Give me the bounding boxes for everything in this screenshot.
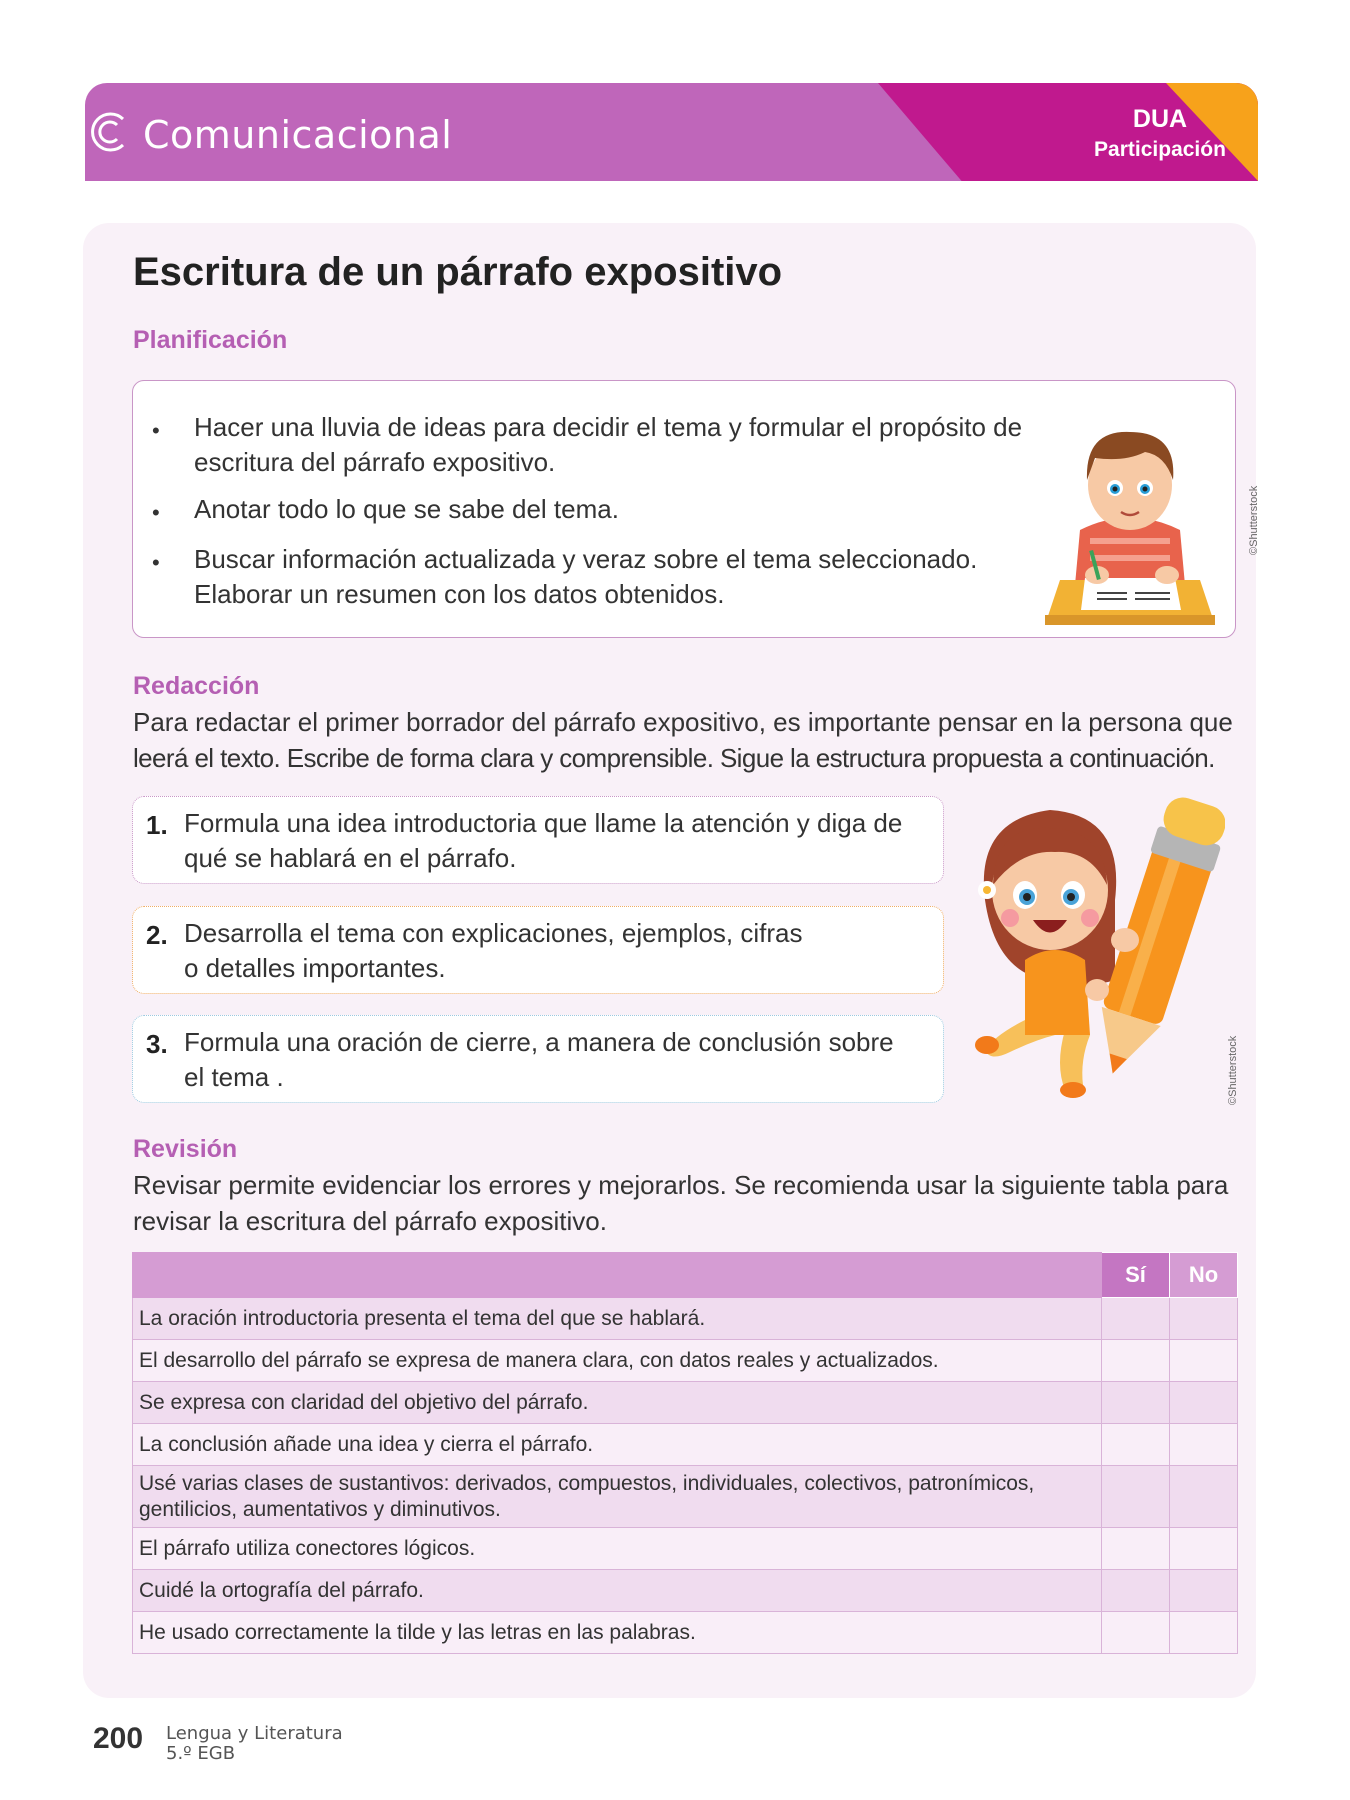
boy-writing-illustration: [1035, 410, 1225, 630]
criteria-cell: El párrafo utiliza conectores lógicos.: [133, 1528, 1102, 1570]
no-cell[interactable]: [1170, 1340, 1238, 1382]
step-number-3: 3.: [146, 1029, 168, 1059]
c-letter-icon: [85, 107, 131, 157]
footer-book-title: Lengua y Literatura: [166, 1723, 343, 1744]
step-number-1: 1.: [146, 810, 168, 840]
image-credit: ©Shutterstock: [1227, 1035, 1239, 1105]
dua-subtitle: Participación: [1094, 138, 1226, 161]
criteria-cell: La oración introductoria presenta el tema del que se hablará.: [133, 1298, 1102, 1340]
planning-item-1-line2: escritura del párrafo expositivo.: [194, 447, 556, 477]
step-2-line1: Desarrolla el tema con explicaciones, ejemplos, cifras: [184, 918, 803, 948]
revision-table: [132, 1252, 1238, 1654]
planning-item-1-line1: Hacer una lluvia de ideas para decidir el tema y formular el propósito de: [194, 412, 1023, 442]
no-cell[interactable]: [1170, 1466, 1238, 1528]
yes-cell[interactable]: [1102, 1382, 1170, 1424]
footer-book-info: [166, 1724, 343, 1764]
section-label-revision: Revisión: [133, 1135, 238, 1163]
step-text-3: [184, 1025, 944, 1095]
step-text-2: [184, 916, 944, 986]
girl-pencil-illustration: [965, 790, 1225, 1100]
yes-cell[interactable]: [1102, 1424, 1170, 1466]
no-cell[interactable]: [1170, 1382, 1238, 1424]
page-number: 200: [93, 1722, 144, 1755]
no-cell[interactable]: [1170, 1528, 1238, 1570]
criteria-cell: He usado correctamente la tilde y las letras en las palabras.: [133, 1612, 1102, 1654]
redaccion-line2: leerá el texto. Escribe de forma clara y comprensible. Sigue la estructura propuesta a continuación.: [133, 743, 1215, 773]
yes-cell[interactable]: [1102, 1340, 1170, 1382]
no-cell[interactable]: [1170, 1298, 1238, 1340]
criteria-header: [133, 1253, 1102, 1298]
step-1-line1: Formula una idea introductoria que llame la atención y diga de: [184, 808, 903, 838]
table-row: [133, 1466, 1238, 1528]
image-credit: ©Shutterstock: [1248, 485, 1260, 555]
section-label-planificacion: Planificación: [133, 326, 288, 354]
step-3-line1: Formula una oración de cierre, a manera de conclusión sobre: [184, 1027, 894, 1057]
yes-column-header: Sí: [1102, 1253, 1170, 1298]
criteria-cell: La conclusión añade una idea y cierra el párrafo.: [133, 1424, 1102, 1466]
no-cell[interactable]: [1170, 1570, 1238, 1612]
criteria-cell: El desarrollo del párrafo se expresa de manera clara, con datos reales y actualizados.: [133, 1340, 1102, 1382]
table-row: [133, 1612, 1238, 1654]
yes-cell[interactable]: [1102, 1466, 1170, 1528]
step-text-1: [184, 806, 944, 876]
planning-item-3-line1: Buscar información actualizada y veraz sobre el tema seleccionado.: [194, 544, 978, 574]
table-row: [133, 1382, 1238, 1424]
yes-cell[interactable]: [1102, 1570, 1170, 1612]
subject-title: Comunicacional: [143, 113, 453, 157]
table-row: [133, 1340, 1238, 1382]
yes-cell[interactable]: [1102, 1528, 1170, 1570]
step-2-line2: o detalles importantes.: [184, 953, 446, 983]
no-cell[interactable]: [1170, 1612, 1238, 1654]
criteria-cell: Se expresa con claridad del objetivo del párrafo.: [133, 1382, 1102, 1424]
bullet-dot: •: [152, 550, 160, 575]
step-1-line2: qué se hablará en el párrafo.: [184, 843, 517, 873]
planning-item-2: Anotar todo lo que se sabe del tema.: [194, 494, 619, 524]
table-row: [133, 1298, 1238, 1340]
table-row: [133, 1570, 1238, 1612]
subject-header: [85, 83, 1258, 181]
redaccion-paragraph: [133, 704, 1243, 776]
bullet-dot: •: [152, 500, 160, 525]
revision-line1: Revisar permite evidenciar los errores y mejorarlos. Se recomienda usar la siguiente tabla para: [133, 1170, 1229, 1200]
redaccion-line1: Para redactar el primer borrador del párrafo expositivo, es importante pensar en la persona que: [133, 707, 1233, 737]
planning-item-3-line2: Elaborar un resumen con los datos obtenidos.: [194, 579, 725, 609]
table-header-row: [133, 1253, 1238, 1298]
dua-title: DUA: [1132, 105, 1188, 133]
table-row: [133, 1424, 1238, 1466]
step-3-line2: el tema .: [184, 1062, 284, 1092]
criteria-cell: Usé varias clases de sustantivos: derivados, compuestos, individuales, colectivos, patronímicos, gentilicios, aumentativos y diminutivos.: [133, 1466, 1102, 1528]
table-row: [133, 1528, 1238, 1570]
page-title: Escritura de un párrafo expositivo: [133, 250, 783, 294]
no-column-header: No: [1170, 1253, 1238, 1298]
yes-cell[interactable]: [1102, 1298, 1170, 1340]
criteria-cell: Cuidé la ortografía del párrafo.: [133, 1570, 1102, 1612]
planning-item-3: [194, 542, 1064, 612]
bullet-dot: •: [152, 418, 160, 443]
yes-cell[interactable]: [1102, 1612, 1170, 1654]
no-cell[interactable]: [1170, 1424, 1238, 1466]
planning-item-1: [194, 410, 1064, 480]
revision-line2: revisar la escritura del párrafo expositivo.: [133, 1206, 607, 1236]
footer-grade: 5.º EGB: [166, 1743, 236, 1764]
revision-paragraph: [133, 1167, 1243, 1239]
section-label-redaccion: Redacción: [133, 672, 260, 700]
step-number-2: 2.: [146, 920, 168, 950]
